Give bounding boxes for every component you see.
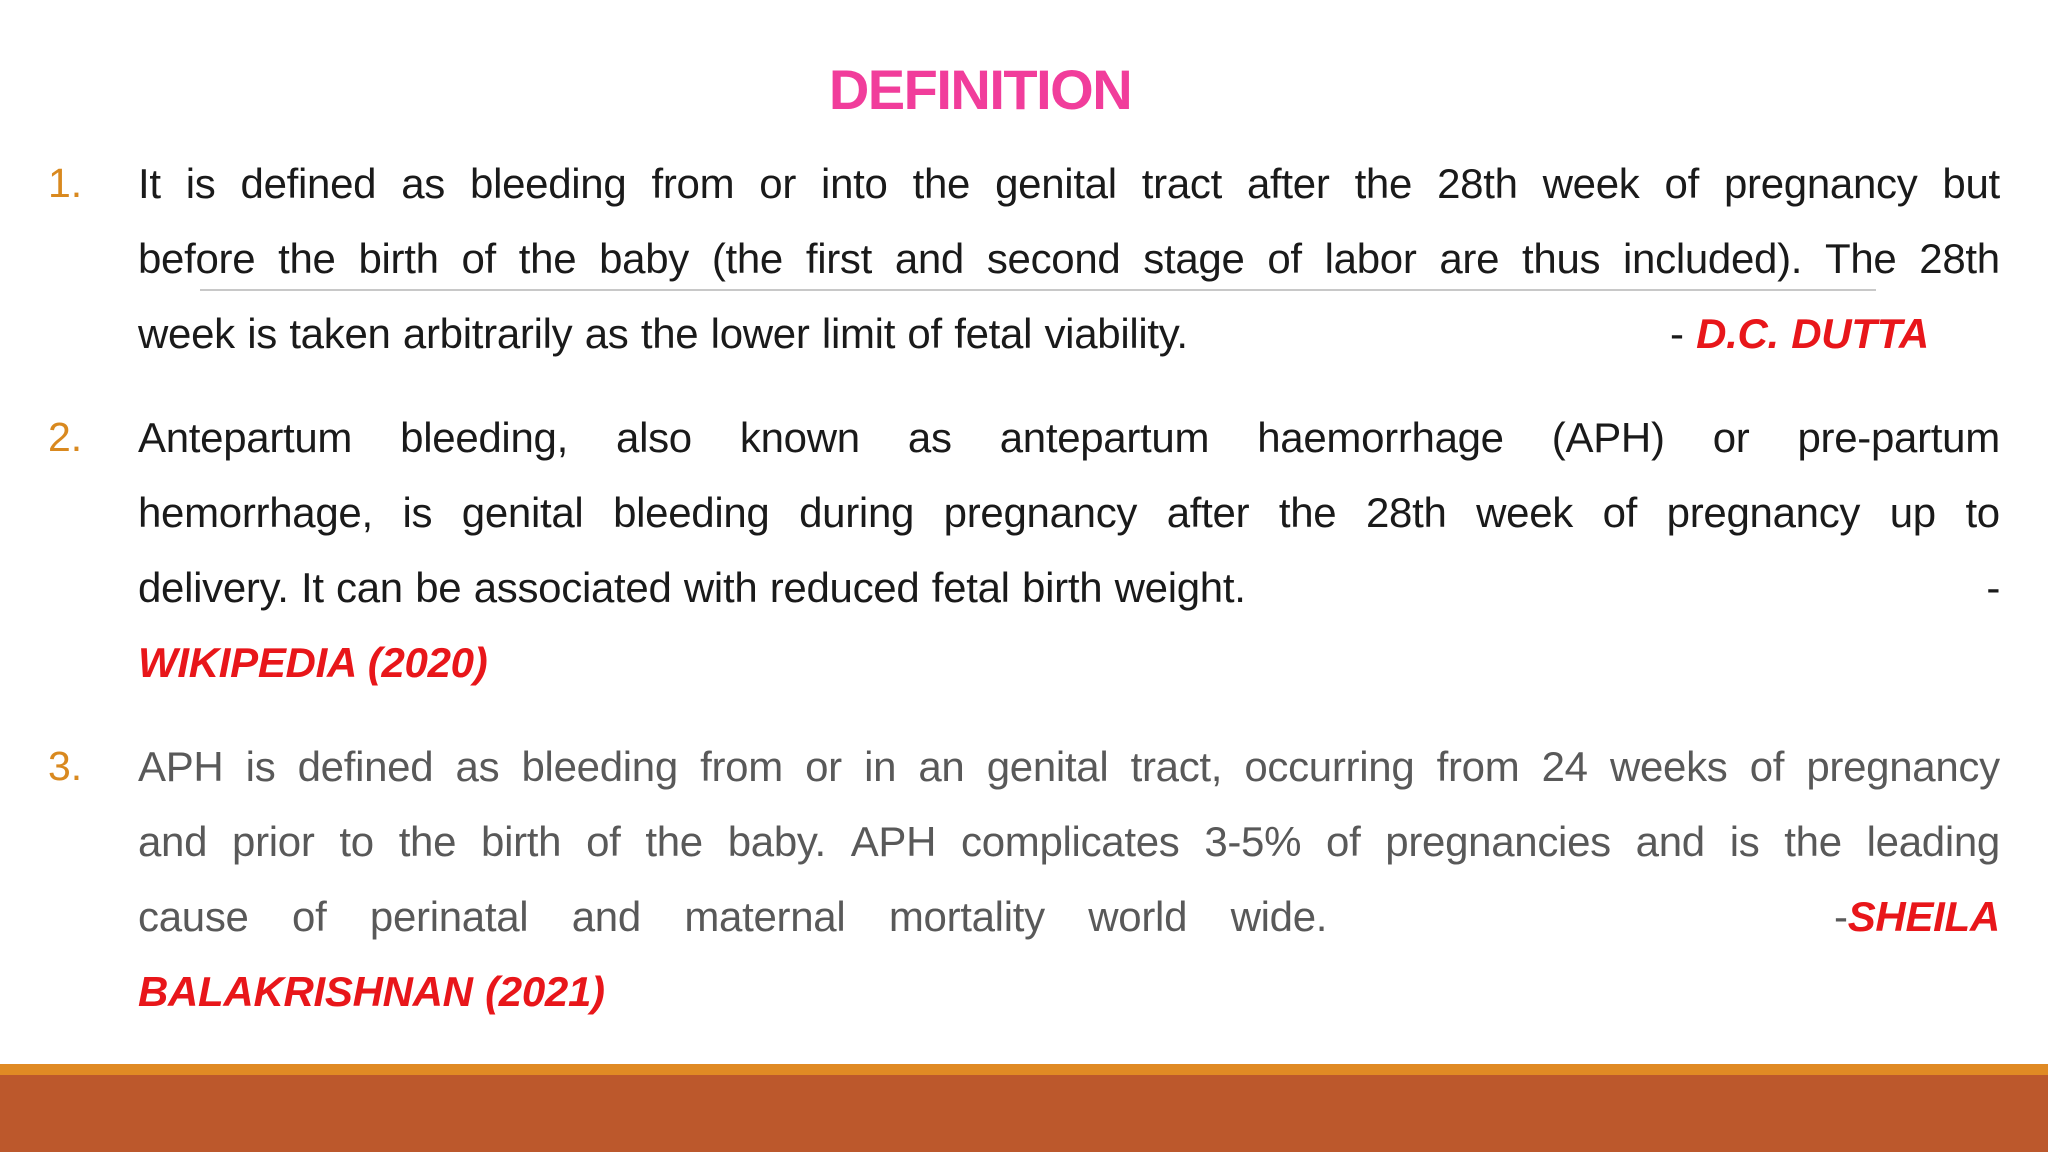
citation-dash: - <box>1834 893 1848 940</box>
word: of <box>1326 818 1361 865</box>
word: the <box>1784 818 1842 865</box>
word: or <box>805 743 842 790</box>
word: of <box>1602 489 1638 536</box>
word: also <box>616 414 692 461</box>
word: cause <box>138 893 249 940</box>
word: of <box>1267 235 1302 282</box>
word: occurring <box>1244 743 1415 790</box>
text-line <box>138 729 2000 804</box>
word: after <box>1247 160 1330 207</box>
word: pre-partum <box>1797 414 2000 461</box>
word: up <box>1889 489 1936 536</box>
item-text <box>138 400 2000 700</box>
word: Antepartum <box>138 414 353 461</box>
citation: D.C. DUTTA <box>1696 310 1929 357</box>
word: as <box>455 743 500 790</box>
word: before <box>138 235 256 282</box>
word: 28th <box>1365 489 1447 536</box>
word: in <box>864 743 897 790</box>
item-number: 3. <box>48 743 83 789</box>
text-line <box>138 296 2000 371</box>
word: wide. <box>1230 893 1328 940</box>
word: included). <box>1623 235 1803 282</box>
item-number: 1. <box>48 160 83 206</box>
text-line <box>138 221 2000 296</box>
word: the <box>912 160 971 207</box>
word: 28th <box>1919 235 2000 282</box>
word: 24 <box>1541 743 1588 790</box>
word: hemorrhage, <box>138 489 373 536</box>
text-line <box>138 475 2000 550</box>
word: first <box>805 235 872 282</box>
word: of <box>586 818 621 865</box>
word: and <box>894 235 964 282</box>
item-number: 2. <box>48 414 83 460</box>
word: and <box>571 893 641 940</box>
citation: BALAKRISHNAN (2021) <box>138 968 605 1015</box>
word: the <box>1354 160 1413 207</box>
item-text <box>138 729 2000 1029</box>
word: It <box>138 160 161 207</box>
word: is <box>402 489 433 536</box>
word: APH <box>138 743 224 790</box>
footer-accent-stripe <box>0 1064 2048 1075</box>
word: world <box>1088 893 1188 940</box>
word: is <box>185 160 216 207</box>
item-text <box>138 146 2000 371</box>
word: of <box>1749 743 1785 790</box>
word: antepartum <box>999 414 1210 461</box>
word: and <box>138 818 208 865</box>
word: pregnancy <box>943 489 1138 536</box>
text-line <box>138 400 2000 475</box>
text-line-content: delivery. It can be associated with reduced fetal birth weight. <box>138 564 1246 611</box>
word: but <box>1942 160 2000 207</box>
word: (APH) <box>1551 414 1665 461</box>
word: genital <box>986 743 1109 790</box>
word: of <box>1664 160 1699 207</box>
word: bleeding <box>613 489 770 536</box>
citation-dash: - <box>1670 310 1697 357</box>
word: from <box>1436 743 1520 790</box>
word: defined <box>240 160 377 207</box>
slide-title: DEFINITION <box>828 58 1132 121</box>
word: tract <box>1141 160 1222 207</box>
citation-line <box>1670 296 1929 371</box>
text-line <box>138 146 2000 221</box>
word: perinatal <box>369 893 529 940</box>
word: week <box>1542 160 1640 207</box>
word: the <box>398 818 457 865</box>
word: maternal <box>684 893 846 940</box>
citation-dash: - <box>1986 564 2000 611</box>
word: labor <box>1324 235 1417 282</box>
word: as <box>401 160 445 207</box>
text-line <box>138 954 2000 1029</box>
word: as <box>907 414 952 461</box>
word: pregnancy <box>1723 160 1918 207</box>
divider-line <box>200 289 1876 291</box>
word: of <box>292 893 327 940</box>
word: second <box>986 235 1121 282</box>
word: tract, <box>1130 743 1223 790</box>
word: genital <box>995 160 1117 207</box>
word: to <box>339 818 374 865</box>
word: bleeding <box>521 743 678 790</box>
word: mortality <box>888 893 1045 940</box>
word: genital <box>461 489 584 536</box>
citation: SHEILA <box>1847 893 2000 940</box>
word: stage <box>1143 235 1245 282</box>
word: or <box>1712 414 1750 461</box>
word: leading <box>1866 818 2000 865</box>
word: baby. <box>727 818 826 865</box>
word: are <box>1439 235 1500 282</box>
text-line-content: week is taken arbitrarily as the lower limit of fetal viability. <box>138 310 1188 357</box>
word: weeks <box>1609 743 1728 790</box>
word: pregnancy <box>1666 489 1861 536</box>
spacer <box>1371 879 1791 954</box>
word: birth <box>481 818 562 865</box>
citation: WIKIPEDIA (2020) <box>138 639 488 686</box>
word: (the <box>711 235 783 282</box>
word: after <box>1166 489 1250 536</box>
word: 3-5% <box>1204 818 1302 865</box>
word: complicates <box>961 818 1180 865</box>
word: and <box>1635 818 1705 865</box>
word: the <box>518 235 577 282</box>
text-line <box>138 550 2000 625</box>
word: from <box>700 743 783 790</box>
citation-line <box>1834 879 2000 954</box>
word: pregnancy <box>1806 743 2000 790</box>
text-line <box>138 625 2000 700</box>
word: birth <box>358 235 439 282</box>
word: known <box>739 414 860 461</box>
word: bleeding, <box>400 414 568 461</box>
word: or <box>759 160 797 207</box>
word: week <box>1476 489 1573 536</box>
word: the <box>1278 489 1337 536</box>
text-line <box>138 804 2000 879</box>
word: defined <box>297 743 434 790</box>
text-line <box>138 879 2000 954</box>
word: the <box>645 818 703 865</box>
word: bleeding <box>470 160 627 207</box>
word: the <box>278 235 336 282</box>
word: baby <box>599 235 689 282</box>
word: pregnancies <box>1385 818 1611 865</box>
word: into <box>821 160 888 207</box>
word: thus <box>1522 235 1601 282</box>
footer-bar <box>0 1075 2048 1152</box>
word: haemorrhage <box>1257 414 1504 461</box>
word: an <box>918 743 965 790</box>
word: APH <box>850 818 937 865</box>
word: from <box>651 160 735 207</box>
word: The <box>1824 235 1897 282</box>
word: to <box>1965 489 2000 536</box>
word: is <box>245 743 276 790</box>
word: 28th <box>1437 160 1518 207</box>
word: is <box>1729 818 1760 865</box>
word: of <box>461 235 496 282</box>
word: during <box>799 489 915 536</box>
word: prior <box>232 818 315 865</box>
